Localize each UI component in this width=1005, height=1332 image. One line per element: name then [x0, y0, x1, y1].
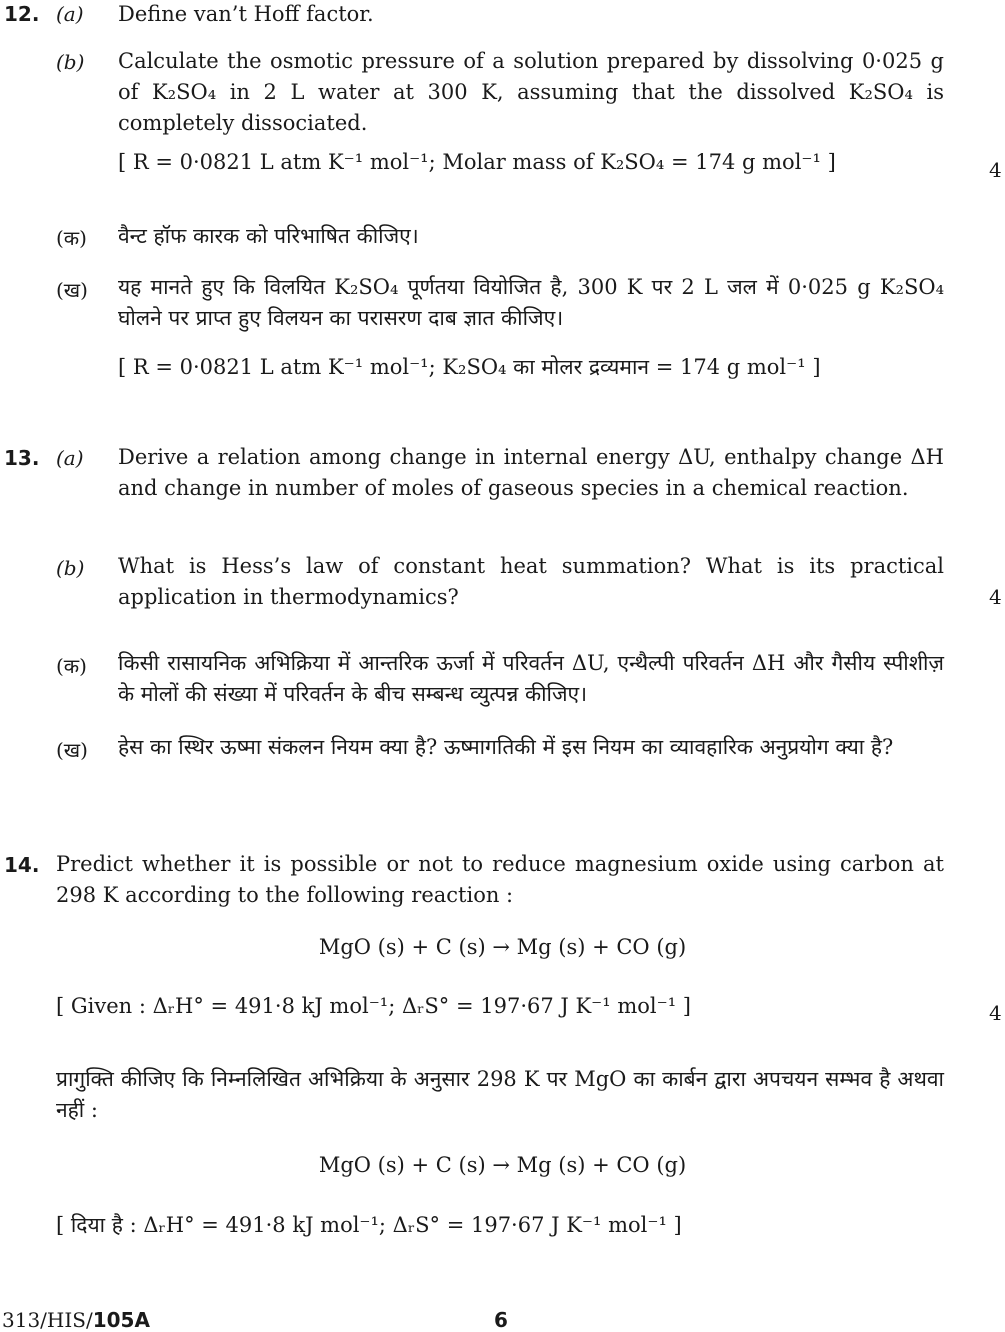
- q12-part-b-given: [ R = 0·0821 L atm K⁻¹ mol⁻¹; Molar mass of K₂SO₄ = 174 g mol⁻¹ ]: [118, 150, 836, 174]
- question-number-13: 13.: [4, 446, 40, 470]
- q13-hindi-kha-label: (ख): [56, 738, 88, 762]
- q14-text: Predict whether it is possible or not to reduce magnesium oxide using carbon at 298 K according to the following reaction :: [56, 852, 944, 907]
- q13-marks: 4: [989, 585, 1002, 609]
- q14-hindi-equation: MgO (s) + C (s) → Mg (s) + CO (g): [318, 1153, 687, 1177]
- q14-given: [ Given : ΔᵣH° = 491·8 kJ mol⁻¹; ΔᵣS° = 197·67 J K⁻¹ mol⁻¹ ]: [56, 994, 692, 1018]
- q14-marks: 4: [989, 1001, 1002, 1025]
- paper-code: [2, 1308, 150, 1332]
- q12-hindi-kha-text: यह मानते हुए कि विलयित K₂SO₄ पूर्णतया वियोजित है, 300 K पर 2 L जल में 0·025 g K₂SO₄ घोलने पर प्राप्त हुए विलयन का परासरण दाब ज्ञात कीजिए।: [118, 275, 944, 330]
- paper-code-set: 105A: [92, 1308, 150, 1332]
- q13-part-b-text: What is Hess’s law of constant heat summation? What is its practical application in thermodynamics?: [118, 554, 944, 609]
- q12-marks: 4: [989, 158, 1002, 182]
- q12-part-b-label: (b): [56, 50, 85, 74]
- q14-hindi-text: प्रागुक्ति कीजिए कि निम्नलिखित अभिक्रिया के अनुसार 298 K पर MgO का कार्बन द्वारा अपचयन सम्भव है अथवा नहीं :: [56, 1067, 944, 1122]
- q14-equation: MgO (s) + C (s) → Mg (s) + CO (g): [318, 935, 687, 959]
- page-number: 6: [494, 1308, 508, 1332]
- q12-part-b-text: Calculate the osmotic pressure of a solution prepared by dissolving 0·025 g of K₂SO₄ in 2 L water at 300 K, assuming that the dissolved K₂SO₄ is completely dissociated.: [118, 49, 944, 135]
- q13-part-a-text: Derive a relation among change in internal energy ΔU, enthalpy change ΔH and change in number of moles of gaseous species in a chemical reaction.: [118, 445, 944, 500]
- q13-hindi-ka-text: किसी रासायनिक अभिक्रिया में आन्तरिक ऊर्जा में परिवर्तन ΔU, एन्थैल्पी परिवर्तन ΔH और गैसीय स्पीशीज़ के मोलों की संख्या में परिवर्तन के बीच सम्बन्ध व्युत्पन्न कीजिए।: [118, 651, 944, 706]
- q13-part-a-label: (a): [56, 446, 84, 470]
- question-number-14: 14.: [4, 853, 40, 877]
- q13-hindi-kha-text: हेस का स्थिर ऊष्मा संकलन नियम क्या है? ऊष्मागतिकी में इस नियम का व्यावहारिक अनुप्रयोग क्या है?: [118, 735, 894, 759]
- paper-code-prefix: 313/HIS/: [2, 1308, 93, 1332]
- q12-hindi-ka-label: (क): [56, 226, 87, 250]
- question-number-12: 12.: [4, 2, 40, 26]
- q12-part-a-text: Define van’t Hoff factor.: [118, 2, 374, 26]
- q13-hindi-ka-label: (क): [56, 654, 87, 678]
- q13-part-b-label: (b): [56, 556, 85, 580]
- q12-part-a-label: (a): [56, 2, 84, 26]
- q12-hindi-kha-given: [ R = 0·0821 L atm K⁻¹ mol⁻¹; K₂SO₄ का मोलर द्रव्यमान = 174 g mol⁻¹ ]: [118, 355, 821, 379]
- q14-hindi-given: [ दिया है : ΔᵣH° = 491·8 kJ mol⁻¹; ΔᵣS° = 197·67 J K⁻¹ mol⁻¹ ]: [56, 1213, 682, 1237]
- q12-hindi-kha-label: (ख): [56, 278, 88, 302]
- q12-hindi-ka-text: वैन्ट हॉफ कारक को परिभाषित कीजिए।: [118, 224, 419, 248]
